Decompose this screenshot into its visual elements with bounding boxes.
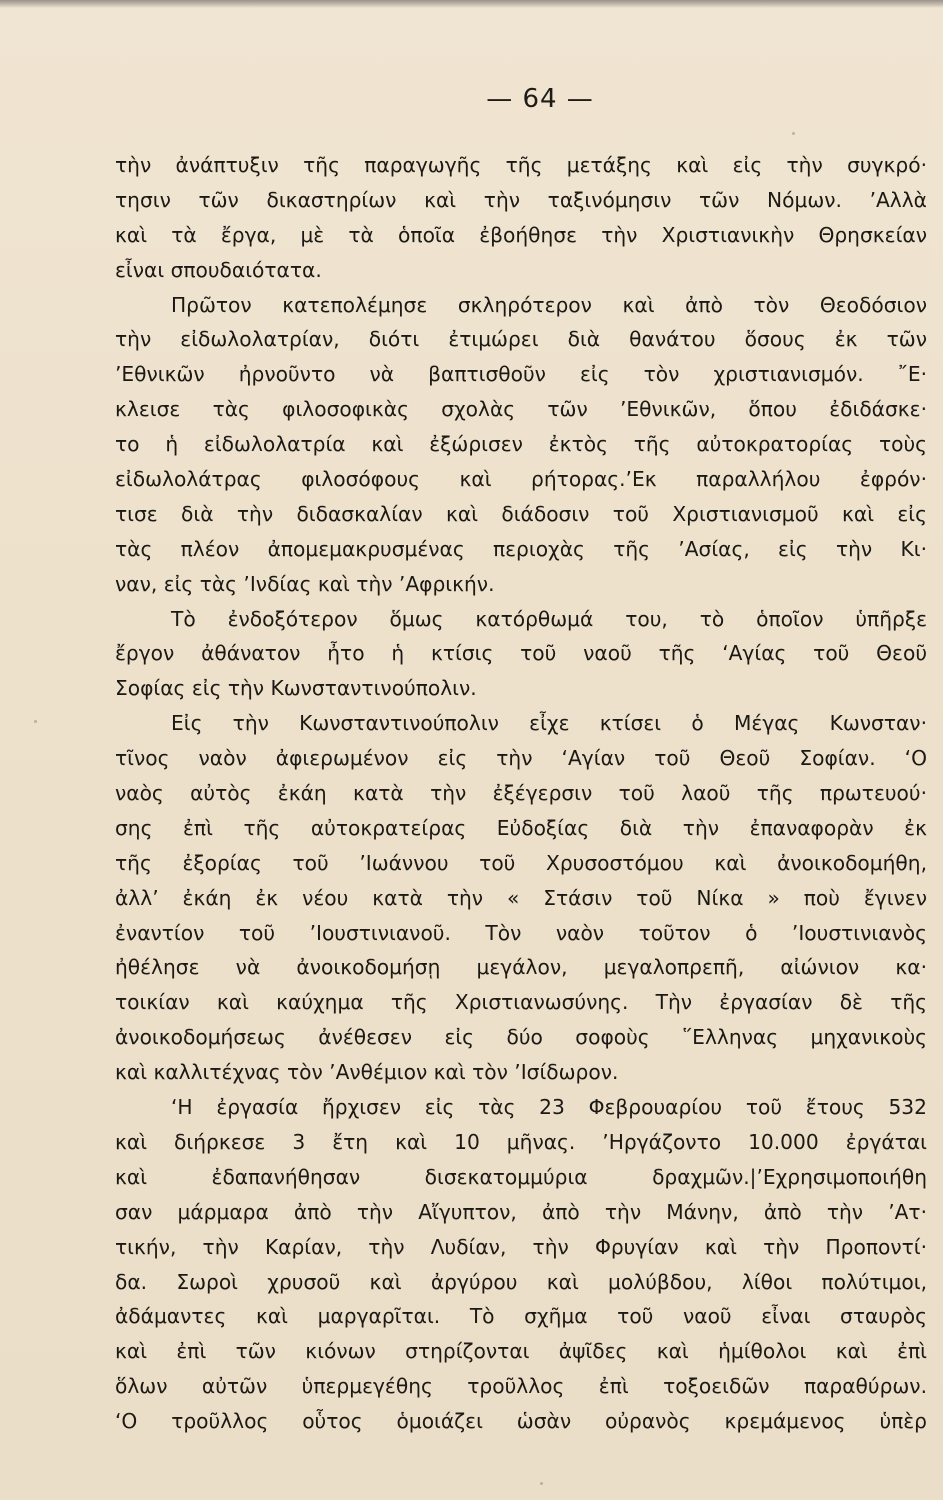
text-line: τησιν τῶν δικαστηρίων καὶ τὴν ταξινόμησιν τῶν Νόμων. ’Αλλὰ xyxy=(115,187,927,212)
text-line: σαν μάρμαρα ἀπὸ τὴν Αἴγυπτον, ἀπὸ τὴν Μάνην, ἀπὸ τὴν ’Ατ· xyxy=(115,1199,927,1224)
text-line: Πρῶτον κατεπολέμησε σκληρότερον καὶ ἀπὸ τὸν Θεοδόσιον xyxy=(171,292,927,317)
text-line: το ἡ εἰδωλολατρία καὶ ἐξώρισεν ἐκτὸς τῆς αὐτοκρατορίας τοὺς xyxy=(115,432,927,457)
text-line: ἀλλ’ ἐκάη ἐκ νέου κατὰ τὴν « Στάσιν τοῦ Νίκα » ποὺ ἔγινεν xyxy=(115,885,927,910)
text-line: τῖνος ναὸν ἀφιερωμένον εἰς τὴν ‘Αγίαν τοῦ Θεοῦ Σοφίαν. ‘Ο xyxy=(115,746,927,771)
text-line: ναὸς αὐτὸς ἐκάη κατὰ τὴν ἐξέγερσιν τοῦ λαοῦ τῆς πρωτευού· xyxy=(115,781,927,806)
text-line: ἐναντίον τοῦ ’Ιουστινιανοῦ. Τὸν ναὸν τοῦτον ὁ ’Ιουστινιανὸς xyxy=(115,920,927,945)
text-line: ἔργον ἀθάνατον ἦτο ἡ κτίσις τοῦ ναοῦ τῆς ‘Αγίας τοῦ Θεοῦ xyxy=(115,641,927,666)
page-number: — 64 — xyxy=(486,84,594,114)
paper-speck xyxy=(792,132,795,135)
text-line: Τὸ ἐνδοξότερον ὅμως κατόρθωμά του, τὸ ὁποῖον ὑπῆρξε xyxy=(171,606,927,631)
text-line: Εἰς τὴν Κωνσταντινούπολιν εἶχε κτίσει ὁ Μέγας Κωνσταν· xyxy=(171,711,927,736)
text-line: καὶ ἐπὶ τῶν κιόνων στηρίζονται ἀψῖδες καὶ ἡμίθολοι καὶ ἐπὶ xyxy=(115,1339,927,1364)
text-line: ἀδάμαντες καὶ μαργαρῖται. Τὸ σχῆμα τοῦ ναοῦ εἶναι σταυρὸς xyxy=(115,1304,927,1329)
paper-speck xyxy=(34,720,37,723)
text-line: δα. Σωροὶ χρυσοῦ καὶ ἀργύρου καὶ μολύβδου, λίθοι πολύτιμοι, xyxy=(115,1269,927,1294)
text-line: σης ἐπὶ τῆς αὐτοκρατείρας Εὐδοξίας διὰ τὴν ἐπαναφορὰν ἐκ xyxy=(115,815,927,840)
text-line: εἶναι σπουδαιότατα. xyxy=(115,257,322,282)
text-line: Σοφίας εἰς τὴν Κωνσταντινούπολιν. xyxy=(115,676,477,701)
text-line: τὴν ἀνάπτυξιν τῆς παραγωγῆς τῆς μετάξης καὶ εἰς τὴν συγκρό· xyxy=(115,153,927,177)
text-line: ἠθέλησε νὰ ἀνοικοδομήσῃ μεγάλον, μεγαλοπρεπῆ, αἰώνιον κα· xyxy=(115,955,927,980)
text-line: εἰδωλολάτρας φιλοσόφους καὶ ρήτορας.’Εκ παραλλήλου ἐφρόν· xyxy=(115,467,927,492)
text-line: καὶ καλλιτέχνας τὸν ’Ανθέμιον καὶ τὸν ’Ισίδωρον. xyxy=(115,1060,619,1085)
text-line: τισε διὰ τὴν διδασκαλίαν καὶ διάδοσιν τοῦ Χριστιανισμοῦ καὶ εἰς xyxy=(115,501,927,526)
page-top-edge xyxy=(0,0,943,8)
text-line: τὰς πλέον ἀπομεμακρυσμένας περιοχὰς τῆς ’Ασίας, εἰς τὴν Κι· xyxy=(115,536,927,561)
text-line: καὶ ἐδαπανήθησαν δισεκατομμύρια δραχμῶν.|’Εχρησιμοποιήθη xyxy=(115,1164,927,1189)
body-text xyxy=(115,148,927,1439)
text-line: καὶ τὰ ἔργα, μὲ τὰ ὁποῖα ἐβοήθησε τὴν Χριστιανικὴν Θρησκείαν xyxy=(115,222,927,247)
text-line: ὅλων αὐτῶν ὑπερμεγέθης τροῦλλος ἐπὶ τοξοειδῶν παραθύρων. xyxy=(115,1374,927,1399)
text-line: ‘Ο τροῦλλος οὗτος ὁμοιάζει ὡσὰν οὐρανὸς κρεμάμενος ὑπὲρ xyxy=(115,1409,927,1434)
text-line: ‘Η ἐργασία ἤρχισεν εἰς τὰς 23 Φεβρουαρίου τοῦ ἔτους 532 xyxy=(171,1095,927,1120)
text-line: τῆς ἐξορίας τοῦ ’Ιωάννου τοῦ Χρυσοστόμου καὶ ἀνοικοδομήθη, xyxy=(115,850,927,875)
text-line: ἀνοικοδομήσεως ἀνέθεσεν εἰς δύο σοφοὺς ῞Ελληνας μηχανικοὺς xyxy=(115,1025,927,1050)
text-line: ναν, εἰς τὰς ’Ινδίας καὶ τὴν ’Αφρικήν. xyxy=(115,571,495,596)
text-line: τικήν, τὴν Καρίαν, τὴν Λυδίαν, τὴν Φρυγίαν καὶ τὴν Προποντί· xyxy=(115,1234,927,1259)
text-line: τοικίαν καὶ καύχημα τῆς Χριστιανωσύνης. Τὴν ἐργασίαν δὲ τῆς xyxy=(115,990,927,1015)
text-line: κλεισε τὰς φιλοσοφικὰς σχολὰς τῶν ’Εθνικῶν, ὅπου ἐδιδάσκε· xyxy=(115,397,927,422)
paper-speck xyxy=(540,1482,543,1485)
text-line: ’Εθνικῶν ἠρνοῦντο νὰ βαπτισθοῦν εἰς τὸν χριστιανισμόν. ῎Ε· xyxy=(115,362,927,387)
text-line: τὴν εἰδωλολατρίαν, διότι ἐτιμώρει διὰ θανάτου ὅσους ἐκ τῶν xyxy=(115,327,927,352)
text-line: καὶ διήρκεσε 3 ἔτη καὶ 10 μῆνας. ’Ηργάζοντο 10.000 ἐργάται xyxy=(115,1129,927,1154)
